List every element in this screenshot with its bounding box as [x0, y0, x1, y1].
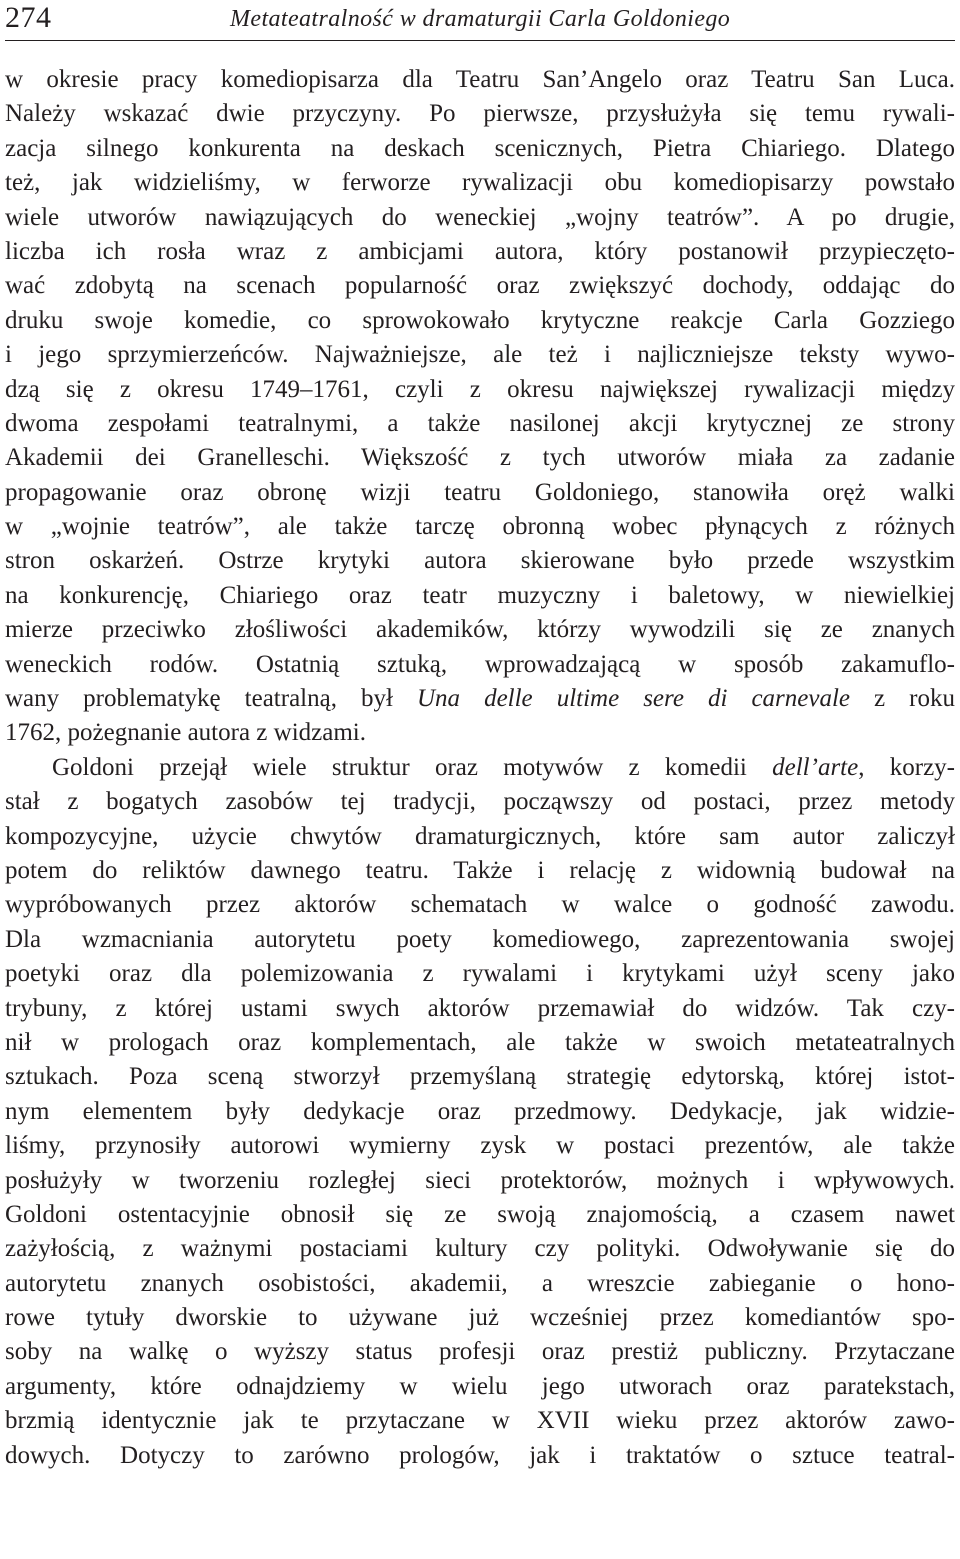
text-line: argumenty, które odnajdziemy w wielu jego utworach oraz paratekstach, [5, 1372, 955, 1400]
text-segment: z roku [850, 685, 955, 713]
text-line: weneckich rodów. Ostatnią sztuką, wprowadzającą w sposób zakamuflo- [5, 650, 955, 678]
text-line: wiele utworów nawiązujących do weneckiej „wojny teatrów”. A po drugie, [5, 203, 955, 231]
text-line [5, 682, 955, 716]
text-line: stron oskarżeń. Ostrze krytyki autora skierowane było przede wszystkim [5, 547, 955, 575]
text-line: druku swoje komedie, co sprowokowało krytyczne reakcje Carla Gozziego [5, 306, 955, 334]
text-line: Akademii dei Granelleschi. Większość z tych utworów miała za zadanie [5, 444, 955, 472]
text-line: trybuny, z której ustami swych aktorów przemawiał do widzów. Tak czy- [5, 994, 955, 1022]
text-line: brzmią identycznie jak te przytaczane w XVII wieku przez aktorów zawo- [5, 1407, 955, 1435]
text-line: dzą się z okresu 1749–1761, czyli z okresu największej rywalizacji między [5, 375, 955, 403]
text-line: wypróbowanych przez aktorów schematach w walce o godność zawodu. [5, 891, 955, 919]
text-line: soby na walkę o wyższy status profesji oraz prestiż publiczny. Przytaczane [5, 1338, 955, 1366]
text-line: Należy wskazać dwie przyczyny. Po pierwsze, przysłużyła się temu rywali- [5, 100, 955, 128]
text-line: liśmy, przynosiły autorowi wymierny zysk w postaci prezentów, ale także [5, 1132, 955, 1160]
text-line: Goldoni ostentacyjnie obnosił się ze swoją znajomością, a czasem nawet [5, 1200, 955, 1228]
text-line: wać zdobytą na scenach popularność oraz zwiększyć dochody, oddając do [5, 272, 955, 300]
text-segment: Goldoni przejął wiele struktur oraz motywów z komedii [52, 753, 773, 781]
running-title: Metateatralność w dramaturgii Carla Goldoniego [230, 6, 731, 32]
text-line: zażyłością, z ważnymi postaciami kultury czy polityki. Odwoływanie się do [5, 1235, 955, 1263]
text-segment: , korzy- [858, 753, 955, 781]
text-line: i jego sprzymierzeńców. Najważniejsze, ale też i najliczniejsze teksty wywo- [5, 341, 955, 369]
text-line: liczba ich rosła wraz z ambicjami autora, który postanowił przypieczęto- [5, 237, 955, 265]
text-line: stał z bogatych zasobów tej tradycji, począwszy od postaci, przez metody [5, 788, 955, 816]
text-line: dowych. Dotyczy to zarówno prologów, jak i traktatów o sztuce teatral- [5, 1441, 955, 1469]
text-line: też, jak widzieliśmy, w ferworze rywalizacji obu komediopisarzy powstało [5, 169, 955, 197]
paragraph-first-line [5, 751, 955, 785]
text-line: potem do reliktów dawnego teatru. Także i relację z widownią budował na [5, 856, 955, 884]
text-line: autorytetu znanych osobistości, akademii, a wreszcie zabieganie o hono- [5, 1269, 955, 1297]
italic-term: dell’arte [772, 753, 859, 781]
text-line: dwoma zespołami teatralnymi, a także nasilonej akcji krytycznej ze strony [5, 409, 955, 437]
text-segment: wany problematykę teatralną, był [5, 685, 417, 713]
text-line: rowe tytuły dworskie to używane już wcześniej przez komediantów spo- [5, 1304, 955, 1332]
text-line: poetyki oraz dla polemizowania z rywalami i krytykami użył sceny jako [5, 960, 955, 988]
italic-title: Una delle ultime sere di carnevale [416, 685, 851, 713]
text-line: propagowanie oraz obronę wizji teatru Goldoniego, stanowiła oręż walki [5, 478, 955, 506]
text-line: 1762, pożegnanie autora z widzami. [5, 719, 366, 747]
text-line: nił w prologach oraz komplementach, ale także w swoich metateatralnych [5, 1028, 955, 1056]
text-line: mierze przeciwko złośliwości akademików, którzy wywodzili się ze znanych [5, 616, 955, 644]
text-line: na konkurencję, Chiariego oraz teatr muzyczny i baletowy, w niewielkiej [5, 581, 955, 609]
text-line: Dla wzmacniania autorytetu poety komediowego, zaprezentowania swojej [5, 925, 955, 953]
text-line: nym elementem były dedykacje oraz przedmowy. Dedykacje, jak widzie- [5, 1097, 955, 1125]
text-line: posłużyły w tworzeniu rozległej sieci protektorów, możnych i wpływowych. [5, 1166, 955, 1194]
text-line: w okresie pracy komediopisarza dla Teatru San’Angelo oraz Teatru San Luca. [5, 66, 955, 93]
text-line: w „wojnie teatrów”, ale także tarczę obronną wobec płynących z różnych [5, 513, 955, 541]
body-text [5, 63, 955, 1473]
text-line: kompozycyjne, użycie chwytów dramaturgicznych, które sam autor zaliczył [5, 822, 955, 850]
page-number: 274 [5, 1, 52, 34]
text-line: zacja silnego konkurenta na deskach scenicznych, Pietra Chiariego. Dlatego [5, 134, 955, 162]
page-header [5, 0, 955, 41]
text-line: sztukach. Poza sceną stworzył przemyślaną strategię edytorską, której istot- [5, 1063, 955, 1091]
